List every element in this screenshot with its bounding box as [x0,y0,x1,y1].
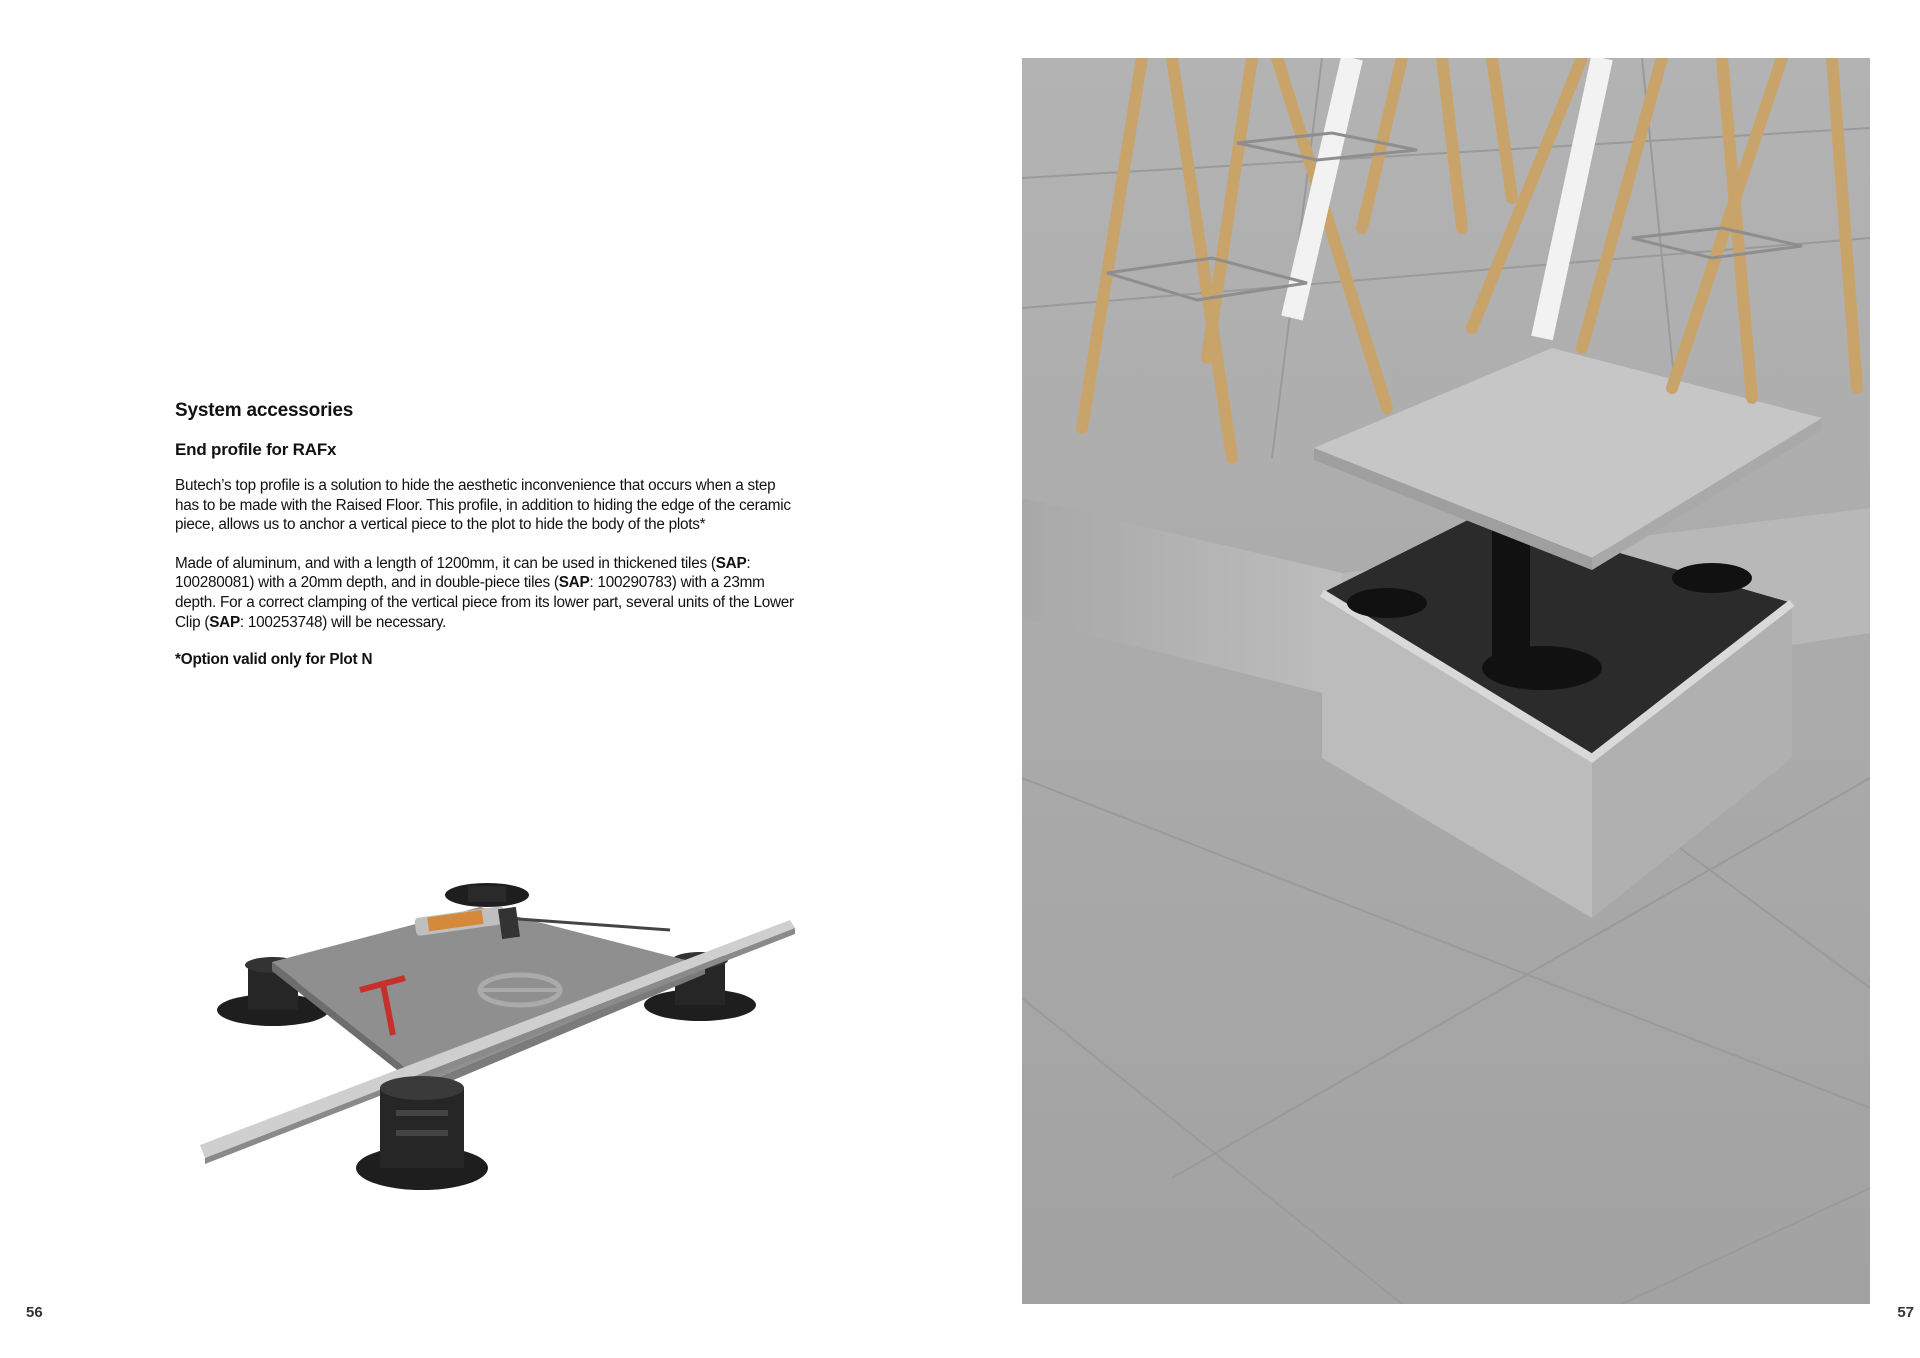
description-paragraph-1: Butech’s top profile is a solution to hide the aesthetic inconvenience that occurs when a step has to be made with the Raised Floor. This profile, in addition to hiding the edge of the ceramic piece, allows us to anchor a vertical piece to the plot to hide the body of the plots* [175,477,791,534]
sap-label: SAP [209,613,240,631]
subtitle: End profile for RAFx [175,440,337,459]
sap-label: SAP [715,554,747,572]
right-page [960,0,1920,1358]
pedestal-back [445,883,529,907]
product-illustration [200,870,800,1200]
description-paragraph-2: Made of aluminum, and with a length of 1200mm, it can be used in thickened tiles (SAP: 100280081) with a 20mm depth, and in double-piece tiles (SAP: 100290783) with a 23mm depth. For a correct clamping of the vertical piece from its lower part, several units of the Lower Clip (SAP: 100253748) will be necessary. [175,554,794,631]
section-title: System accessories [175,400,354,421]
page-number-left: 56 [26,1304,43,1321]
sap-label: SAP [558,574,590,592]
raised-floor-photo [1022,58,1870,1304]
page-number-right: 57 [1897,1304,1914,1321]
option-note: *Option valid only for Plot N [175,651,373,669]
text-block [175,400,795,669]
